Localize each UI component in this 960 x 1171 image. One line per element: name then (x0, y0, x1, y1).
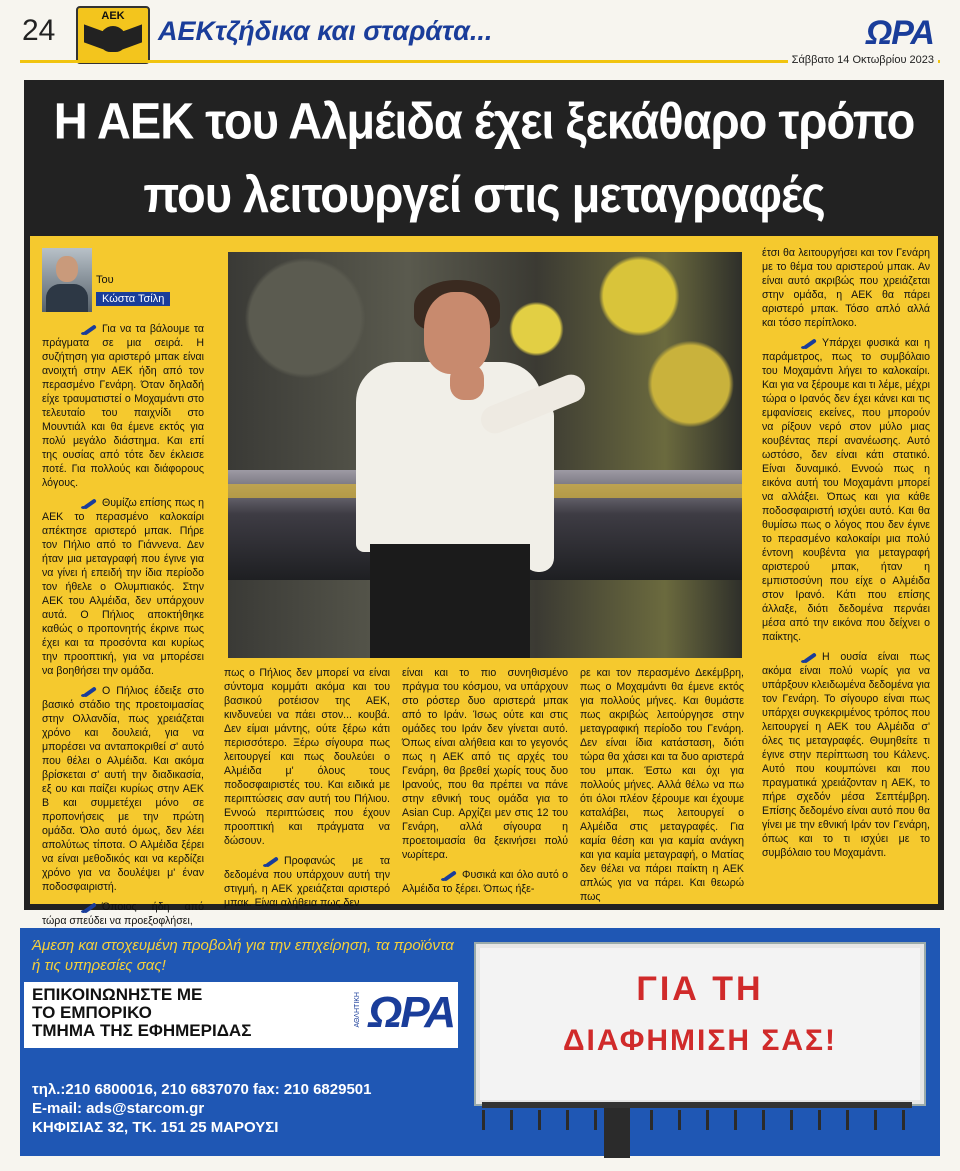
ad-contact-line-2: ΤΟ ΕΜΠΟΡΙΚΟ (32, 1003, 152, 1022)
billboard-rail (482, 1102, 912, 1108)
ad-contact-text (32, 986, 251, 1040)
col2-paragraph-2: Προφανώς με τα δεδομένα που υπάρχουν αυτή την στιγμή, η ΑΕΚ χρειάζεται αριστερό μπακ. Είναι αλήθεια πως δεν (224, 855, 390, 909)
coach-hand (450, 364, 484, 400)
col5-paragraph-2: Υπάρχει φυσικά και η παράμετρος, πως το συμβόλαιο του Μοχαμάντι λήγει το καλοκαίρι. Και για να ξέρουμε και τι λέμε, μέχρι τώρα ο Ιρανός δεν έχει κάνει και τις εμφανίσεις εκείνες, που μπορούν να ρίξουν νερό στον μύλο μιας κουβέντας περί ανανέωσης. Αυτό ωστόσο, δεν είναι κάτι στατικό. Είναι δυναμικό. Εννοώ πως η εικόνα αυτή του Μοχαμάντι μπορεί να αλλάξει. Όπως και για κάθε ποδοσφαιριστή ισχύει αυτό. Και θα θυμίσω πως ο λόγος που δεν έγινε το περασμένο καλοκαίρι μια πολύ έντονη κουβέντα για μεταγραφή αριστερού μπακ, ήταν η εμπιστοσύνη που είχε ο Αλμέιδα στον Ιρανό. Κάτι που επίσης άλλαξε, διότι δεδομένα περνάει μέσα από την εικόνα που δείχνει ο παίκτης. (762, 337, 930, 643)
column-5 (762, 246, 930, 866)
coach-shirt (356, 362, 542, 552)
article-headline (28, 85, 940, 232)
pen-icon (80, 497, 98, 509)
col1-paragraph-3: Ο Πήλιος έδειξε στο βασικό στάδιο της προετοιμασίας στην Ολλανδία, πως χρειάζεται χρόνο και δουλειά, για να μπορέσει να ανταποκριθεί σ' αυτό που θέλει ο Αλμέιδα. Και ακόμα βρίσκεται σ' αυτή την διαδικασία, εξ ου και παίζει κυρίως στην ΑΕΚ Β και συμμετέχει μόνο σε προπονήσεις με την πρώτη ομάδα. Όλο αυτό όμως, δεν λέει απολύτως τίποτα. Ο Αλμέιδα ξέρει να είναι μεθοδικός και να κερδίζει χρόνο για να δουλέψει μ' έναν ποδοσφαιριστή. (42, 685, 204, 893)
headline-line-1: Η ΑΕΚ του Αλμέιδα έχει ξεκάθαρο τρόπο (53, 92, 915, 150)
column-3 (402, 666, 568, 902)
page-header (0, 0, 960, 66)
ad-logo (354, 988, 455, 1042)
billboard-catwalk (482, 1110, 912, 1130)
billboard-line-1: ΓΙΑ ΤΗ (636, 970, 764, 1008)
ad-address: ΚΗΦΙΣΙΑΣ 32, ΤΚ. 151 25 ΜΑΡΟΥΣΙ (32, 1119, 279, 1136)
billboard-line-2: ΔΙΑΦΗΜΙΣΗ ΣΑΣ! (562, 1024, 838, 1057)
author-byline (42, 248, 202, 312)
column-4 (580, 666, 744, 910)
col1-paragraph-2: Θυμίζω επίσης πως η ΑΕΚ το περασμένο καλοκαίρι απέκτησε αριστερό μπακ. Πήρε τον Πήλιο από το Γιάννενα. Δεν ήταν μια μεταγραφή που έγινε για να γίνει ή επειδή την ίδια περίοδο τον ήθελε ο Ολυμπιακός. Στην ΑΕΚ του Αλμέιδα, δεν υπάρχουν αυτά. Ο Πήλιος αποκτήθηκε καθώς ο προπονητής έκρινε πως έχει και τα προσόντα και κυρίως την προοπτική, για να μπορέσει να βοηθήσει την ομάδα. (42, 497, 204, 677)
pen-icon (440, 869, 458, 881)
pen-icon (800, 337, 818, 349)
col4-paragraph-1: ρε και τον περασμένο Δεκέμβρη, πως ο Μοχαμάντι θα έμενε εκτός για πολλούς μήνες. Και θυμάστε πως ακριβώς λειτούργησε στην μεταγραφική περίοδο του Γενάρη. Δεν είναι ίδια κατάσταση, διότι τώρα θα χάσει και τα δυο αριστερά του μπακ. Έστω και όχι για πολλούς μήνες. Αλλά θέλω να πω ότι όλοι πλέον ξέρουμε και έχουμε καταλάβει, πως λειτουργεί ο Αλμέιδα στις μεταγραφές. Για καμία θέση και για καμία ανάγκη και για καμία μεταγραφή, ο Ματίας δεν θέλει να πάρει παίκτη η ΑΕΚ απλώς για να πάρει. Και θεωρώ πως (580, 667, 744, 903)
column-2 (224, 666, 390, 916)
author-face (56, 256, 78, 282)
column-1 (42, 322, 204, 934)
issue-date: Σάββατο 14 Οκτωβρίου 2023 (788, 54, 938, 66)
ad-email: E-mail: ads@starcom.gr (32, 1100, 205, 1117)
pen-icon (80, 323, 98, 335)
col3-paragraph-1: είναι και το πιο συνηθισμένο πράγμα του κόσμου, να υπάρχουν στο ρόστερ δυο αριστερά μπακ από το Ιράν. Ίσως ούτε και στις ομάδες του Ιράν δεν γίνεται αυτό. Όπως είναι αλήθεια και το γεγονός πως η ΑΕΚ από τις αρχές του Γενάρη, θα βρεθεί χωρίς τους δυο Ιρανούς, που θα πρέπει να πάνε στην εθνική τους ομάδα για το Asian Cup. Αρχίζει μεν στις 12 του Γενάρη, αλλά σίγουρα η προετοιμασία θα ξεκινήσει πολύ νωρίτερα. (402, 667, 568, 861)
headline-line-2: που λειτουργεί στις μεταγραφές (143, 165, 825, 223)
section-title: ΑΕΚτζήδικα και σταράτα... (158, 16, 493, 46)
author-name: Κώστα Τσίλη (96, 292, 170, 306)
author-prefix: Του (96, 274, 114, 286)
col1-paragraph-1: Για να τα βάλουμε τα πράγματα σε μια σειρά. Η συζήτηση για αριστερό μπακ είναι ανοιχτή στην ΑΕΚ ήδη από τον περασμένο Γενάρη. Όταν δηλαδή είχε τραυματιστεί ο Μοχαμάντι στο τελευταίο του παιχνίδι στο Μουντιάλ και θα έμενε εκτός για πολύ μεγάλο διάστημα. Και επί της ουσίας από τότε δεν έκλεισε ποτέ. Για πολλούς και διάφορους λόγους. (42, 323, 204, 489)
billboard (476, 944, 924, 1104)
pen-icon (80, 685, 98, 697)
ad-logo-side-text: ΑΘΛΗΤΙΚΗ (354, 992, 361, 1028)
col5-paragraph-3: Η ουσία είναι πως ακόμα είναι πολύ νωρίς για να υπάρξουν κλειδωμένα δεδομένα για τον Γενάρη. Το σίγουρο είναι πως υπάρχει συγκεκριμένος τρόπος που λειτουργεί η ΑΕΚ του Αλμέιδα σ' όλες τις μεταγραφές. Θυμηθείτε τι έγινε στην περίπτωση του Κάλενς. Αυτό που κουμπώνει και που πραγματικά χρειάζονταν η ΑΕΚ, το πήρε σχεδόν μέσα Σεπτέμβρη. Επίσης δεδομένο είναι αυτό που θα γίνει με την εθνική Ιράν τον Γενάρη, όπως και το τι ισχύει με το συμβόλαιο του Μοχαμάντι. (762, 651, 930, 859)
col5-paragraph-1: έτσι θα λειτουργήσει και τον Γενάρη με το θέμα του αριστερού μπακ. Αν είναι αυτό ακριβώς που χρειάζεται στην ομάδα, η ΑΕΚ θα πάρει αριστερό μπακ. Τόσο απλό αλλά και τόσο περίπλοκο. (762, 247, 930, 329)
newspaper-logo: ΩΡΑ (865, 14, 934, 52)
pen-icon (262, 855, 280, 867)
ad-tagline: Άμεση και στοχευμένη προβολή για την επιχείρηση, τα προϊόντα ή τις υπηρεσίες σας! (32, 937, 454, 974)
billboard-pole (604, 1108, 630, 1158)
ad-contact-info (32, 1080, 472, 1137)
coach-head (424, 292, 490, 374)
crest-text: ΑΕΚ (101, 10, 125, 22)
author-shoulders (46, 284, 88, 312)
page-number: 24 (22, 14, 56, 47)
coach-photo (228, 252, 742, 658)
ad-contact-box (24, 982, 458, 1048)
col2-paragraph-1: πως ο Πήλιος δεν μπορεί να είναι σύντομα κομμάτι ακόμα και του βασικού ροτέισον της ΑΕΚ, κινδυνεύει να πάει στον... κουβά. Δεν είμαι μάντης, ούτε ξέρω κάτι περισσότερο. Ξέρω σίγουρα πως λειτουργεί και πως δουλεύει ο Αλμέιδα μ' όλους τους ποδοσφαιριστές του. Και ειδικά με περιπτώσεις σαν αυτή του Πήλιου. Εννοώ περιπτώσεις που έχουν προοπτική και πράγματα να δώσουν. (224, 667, 390, 847)
col1-paragraph-4: Όποιος ήδη από τώρα σπεύδει να προεξοφλήσει, (42, 901, 204, 927)
col3-paragraph-2: Φυσικά και όλο αυτό ο Αλμέιδα το ξέρει. Όπως ήξε- (402, 869, 568, 895)
ad-contact-line-1: ΕΠΙΚΟΙΝΩΝΗΣΤΕ ΜΕ (32, 985, 203, 1004)
ad-phone: τηλ.:210 6800016, 210 6837070 fax: 210 6829501 (32, 1081, 372, 1098)
eagle-body (100, 26, 126, 52)
pen-icon (80, 901, 98, 913)
ad-contact-line-3: ΤΜΗΜΑ ΤΗΣ ΕΦΗΜΕΡΙΔΑΣ (32, 1021, 252, 1040)
aek-crest-icon (76, 6, 150, 64)
pen-icon (800, 651, 818, 663)
ad-logo-text: ΩΡΑ (368, 988, 455, 1037)
coach-trousers (370, 544, 530, 658)
author-photo (42, 248, 92, 312)
